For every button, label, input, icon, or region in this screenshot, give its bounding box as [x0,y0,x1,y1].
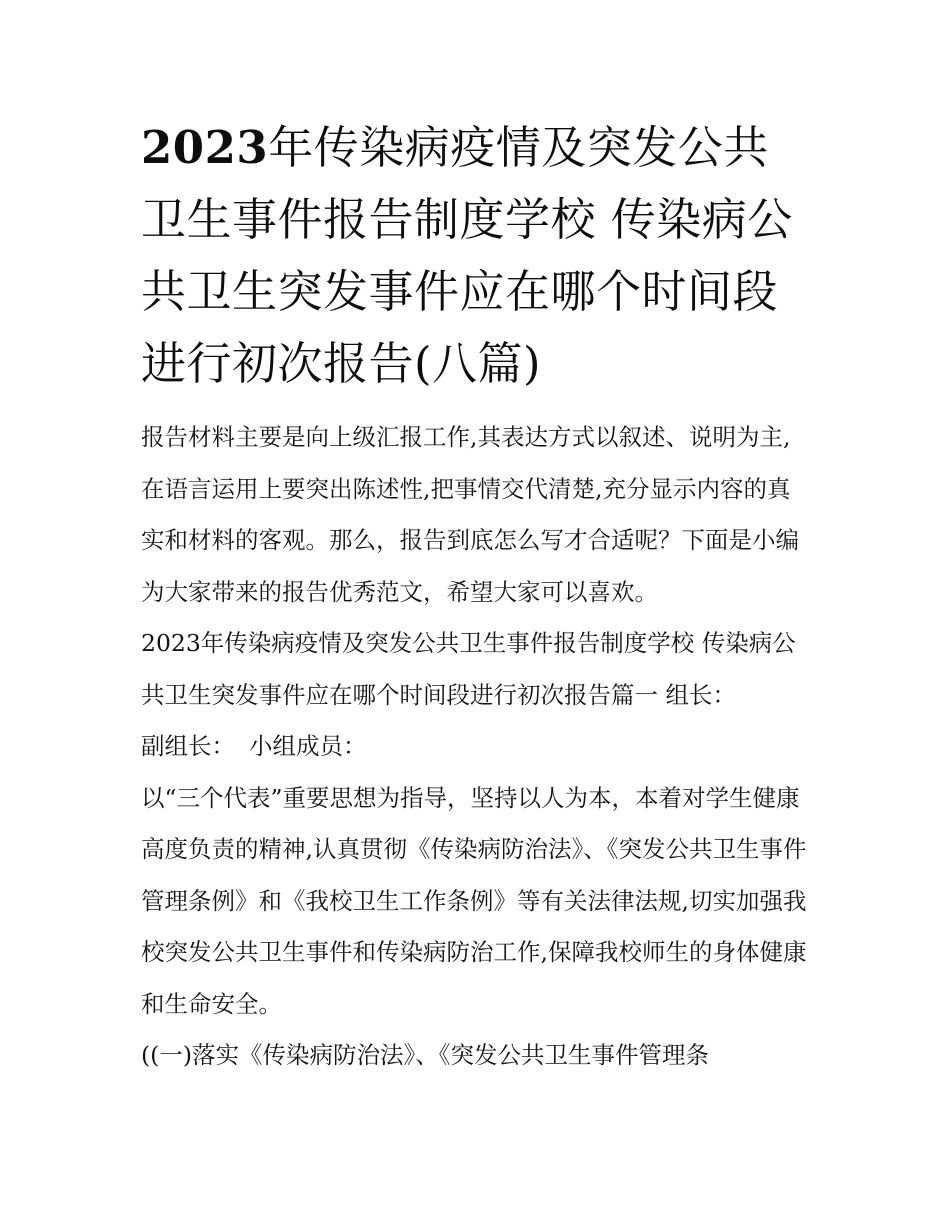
deputy-leader-label: 副组长： [141,732,235,760]
members-paragraph [141,721,811,773]
guiding-paragraph: 以“三个代表”重要思想为指导，坚持以人为本，本着对学生健康高度负责的精神,认真贯彻《传染病防治法》、《突发公共卫生事件管理条例》和《我校卫生工作条例》等有关法律法规,切实加强我校突发公共卫生事件和传染病防治工作,保障我校师生的身体健康和生命安全。 [141,783,807,1018]
document-content [141,112,811,1082]
title-year: 2023 [141,121,269,174]
title-text: 年传染病疫情及突发公共卫生事件报告制度学校 传染病公共卫生突发事件应在哪个时间段进行初次报告(八篇) [141,121,793,390]
document-title [141,112,811,400]
team-members-label: 小组成员： [249,732,367,760]
item-one-paragraph: ((一)落实《传染病防治法》、《突发公共卫生事件管理条 [141,1041,710,1069]
intro-paragraph: 报告材料主要是向上级汇报工作,其表达方式以叙述、说明为主,在语言运用上要突出陈述性,把事情交代清楚,充分显示内容的真实和材料的客观。那么，报告到底怎么写才合适呢？下面是小编为大家带来的报告优秀范文，希望大家可以喜欢。 [141,423,799,606]
section-heading-paragraph: 2023年传染病疫情及突发公共卫生事件报告制度学校 传染病公共卫生突发事件应在哪个时间段进行初次报告篇一 组长： [141,629,796,709]
document-body [141,412,811,1082]
